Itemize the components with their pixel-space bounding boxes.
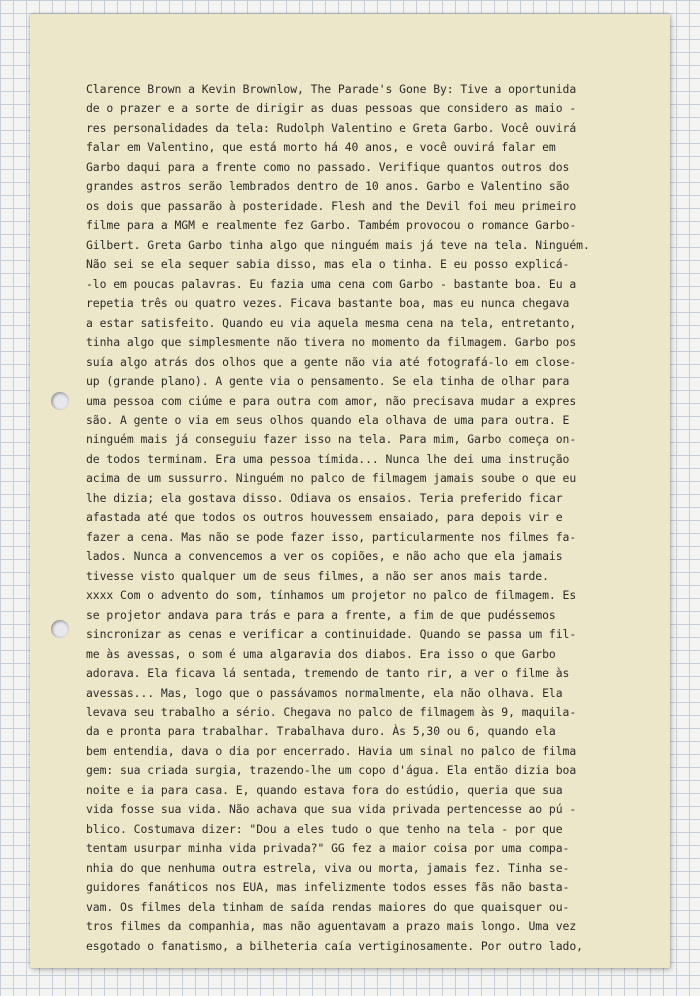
text-line: bem entendia, dava o dia por encerrado. Havia um sinal no palco de filma	[86, 743, 577, 758]
text-line: res personalidades da tela: Rudolph Valentino e Greta Garbo. Você ouvirá	[86, 120, 577, 135]
punch-hole	[51, 392, 69, 410]
text-line: ninguém mais já conseguiu fazer isso na tela. Para mim, Garbo começa on-	[86, 432, 577, 447]
text-line: xxxx Com o advento do som, tínhamos um projetor no palco de filmagem. Es	[86, 588, 577, 603]
text-line: adorava. Ela ficava lá sentada, tremendo de tanto rir, a ver o filme às	[86, 666, 570, 681]
text-line: de todos terminam. Era uma pessoa tímida... Nunca lhe dei uma instrução	[86, 451, 570, 466]
text-line: nhia do que nenhuma outra estrela, viva ou morta, jamais fez. Tinha se-	[86, 860, 570, 875]
text-line: de o prazer e a sorte de dirigir as duas pessoas que considero as maio -	[86, 101, 577, 116]
text-line: repetia três ou quatro vezes. Ficava bastante boa, mas eu nunca chegava	[86, 296, 570, 311]
text-line: os dois que passarão à posteridade. Flesh and the Devil foi meu primeiro	[86, 198, 577, 213]
text-line: uma pessoa com ciúme e para outra com amor, não precisava mudar a expres	[86, 393, 577, 408]
text-line: tivesse visto qualquer um de seus filmes, a não ser anos mais tarde.	[86, 568, 549, 583]
text-line: guidores fanáticos nos EUA, mas infelizmente todos esses fãs não basta-	[86, 880, 570, 895]
text-line: filme para a MGM e realmente fez Garbo. Também provocou o romance Garbo-	[86, 218, 577, 233]
text-line: sincronizar as cenas e verificar a continuidade. Quando se passa um fil-	[86, 627, 577, 642]
text-line: up (grande plano). A gente via o pensamento. Se ela tinha de olhar para	[86, 374, 570, 389]
text-line: falar em Valentino, que está morto há 40 anos, e você ouvirá falar em	[86, 140, 556, 155]
text-line: Garbo daqui para a frente como no passado. Verifique quantos outros dos	[86, 159, 570, 174]
text-line: avessas... Mas, logo que o passávamos normalmente, ela não olhava. Ela	[86, 685, 563, 700]
text-line: da e pronta para trabalhar. Trabalhava duro. Às 5,30 ou 6, quando ela	[86, 724, 556, 739]
typed-text-block	[86, 80, 666, 956]
text-line: são. A gente o via em seus olhos quando ela olhava de uma para outra. E	[86, 412, 570, 427]
text-line: Clarence Brown a Kevin Brownlow, The Parade's Gone By: Tive a oportunida	[86, 82, 577, 96]
text-line: gem: sua criada surgia, trazendo-lhe um copo d'água. Ela então dizia boa	[86, 763, 577, 778]
text-line: tinha algo que simplesmente não tivera no momento da filmagem. Garbo pos	[86, 335, 577, 350]
text-line: se projetor andava para trás e para a frente, a fim de que pudéssemos	[86, 607, 556, 622]
text-line: noite e ia para casa. E, quando estava fora do estúdio, queria que sua	[86, 782, 563, 797]
text-line: levava seu trabalho a sério. Chegava no palco de filmagem às 9, maquila-	[86, 705, 577, 719]
text-line: vam. Os filmes dela tinham de saída rendas maiores do que quaisquer ou-	[86, 899, 570, 914]
text-line: grandes astros serão lembrados dentro de 10 anos. Garbo e Valentino são	[86, 179, 570, 194]
text-line: esgotado o fanatismo, a bilheteria caía vertiginosamente. Por outro lado,	[86, 938, 583, 953]
text-line: Não sei se ela sequer sabia disso, mas ela o tinha. E eu posso explicá-	[86, 257, 570, 272]
text-line: vida fosse sua vida. Não achava que sua vida privada pertencesse ao pú -	[86, 802, 577, 817]
text-line: blico. Costumava dizer: "Dou a eles tudo o que tenho na tela - por que	[86, 821, 563, 836]
text-line: me às avessas, o som é uma algaravia dos diabos. Era isso o que Garbo	[86, 646, 556, 661]
text-line: lados. Nunca a convencemos a ver os copiões, e não acho que ela jamais	[86, 549, 563, 564]
text-line: fazer a cena. Mas não se pode fazer isso, particularmente nos filmes fa-	[86, 529, 577, 544]
text-line: Gilbert. Greta Garbo tinha algo que ninguém mais já teve na tela. Ninguém.	[86, 237, 590, 252]
text-line: -lo em poucas palavras. Eu fazia uma cena com Garbo - bastante boa. Eu a	[86, 276, 577, 291]
text-line: tros filmes da companhia, mas não aguentavam a prazo mais longo. Uma vez	[86, 919, 577, 934]
text-line: afastada até que todos os outros houvessem ensaiado, para depois vir e	[86, 510, 563, 525]
text-line: lhe dizia; ela gostava disso. Odiava os ensaios. Teria preferido ficar	[86, 490, 563, 505]
typewritten-page	[30, 14, 670, 968]
punch-hole	[51, 620, 69, 638]
text-line: acima de um sussurro. Ninguém no palco de filmagem jamais soube o que eu	[86, 471, 577, 486]
text-line: suía algo atrás dos olhos que a gente não via até fotografá-lo em close-	[86, 354, 577, 369]
text-line: tentam usurpar minha vida privada?" GG fez a maior coisa por uma compa-	[86, 841, 570, 856]
text-line: a estar satisfeito. Quando eu via aquela mesma cena na tela, entretanto,	[86, 315, 577, 330]
